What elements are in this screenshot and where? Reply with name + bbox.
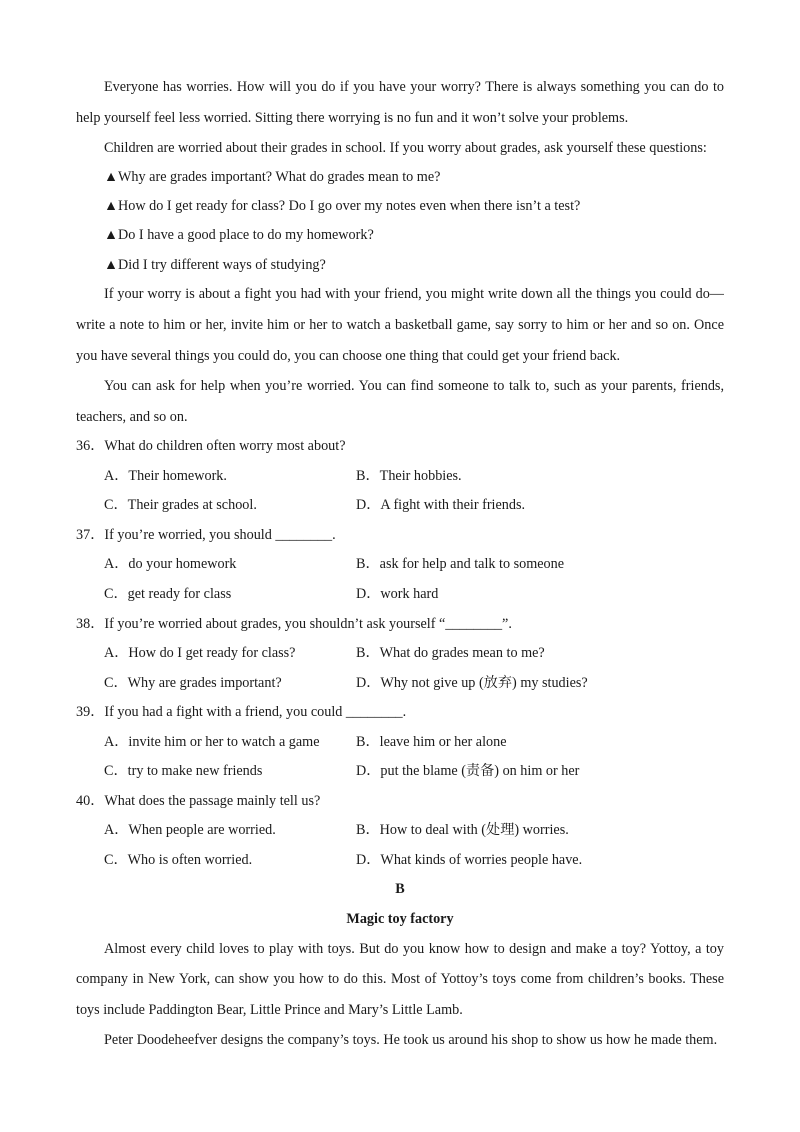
bullet-question-1: ▲Why are grades important? What do grades mean to me?	[104, 169, 441, 185]
passage-b-p1-line2: company in New York, can show you how to do this. Most of Yottoy’s toys come from children’s books. These	[76, 971, 724, 987]
question-37-option-a: A．do your homework	[104, 556, 237, 572]
question-38-option-a: A．How do I get ready for class?	[104, 645, 296, 661]
passage-b-p1-line1: Almost every child loves to play with toys. But do you know how to design and make a toy? Yottoy, a toy	[104, 941, 724, 957]
passage-b-p2: Peter Doodeheefver designs the company’s toys. He took us around his shop to show us how he made them.	[104, 1032, 718, 1048]
passage-a-p3-line3: you have several things you could do, you can choose one thing that could get your friend back.	[76, 348, 621, 364]
question-39-option-b: B．leave him or her alone	[356, 734, 507, 750]
question-38-option-d: D．Why not give up (放弃) my studies?	[356, 675, 588, 691]
passage-a-p1-line1: Everyone has worries. How will you do if you have your worry? There is always something you can do to	[104, 79, 724, 95]
question-37-option-b: B．ask for help and talk to someone	[356, 556, 565, 572]
question-36-option-d: D．A fight with their friends.	[356, 497, 526, 513]
passage-a-p4-line2: teachers, and so on.	[76, 409, 188, 425]
question-38-option-c: C．Why are grades important?	[104, 675, 282, 691]
question-36-option-c: C．Their grades at school.	[104, 497, 257, 513]
question-39-option-a: A．invite him or her to watch a game	[104, 734, 320, 750]
question-40-stem: 40．What does the passage mainly tell us?	[76, 793, 321, 809]
passage-a-p4-line1: You can ask for help when you’re worried. You can find someone to talk to, such as your parents, friends,	[104, 378, 724, 394]
passage-b-p1-line3: toys include Paddington Bear, Little Prince and Mary’s Little Lamb.	[76, 1002, 463, 1018]
passage-a-p2: Children are worried about their grades in school. If you worry about grades, ask yourself these questions:	[104, 140, 707, 156]
question-38-stem: 38．If you’re worried about grades, you shouldn’t ask yourself “________”.	[76, 616, 512, 632]
question-37-stem: 37．If you’re worried, you should ________.	[76, 527, 336, 543]
question-36-option-a: A．Their homework.	[104, 468, 227, 484]
question-40-option-a: A．When people are worried.	[104, 822, 276, 838]
bullet-question-2: ▲How do I get ready for class? Do I go over my notes even when there isn’t a test?	[104, 198, 581, 214]
passage-b-title: Magic toy factory	[346, 911, 454, 927]
bullet-question-3: ▲Do I have a good place to do my homework?	[104, 227, 374, 243]
question-40-option-b: B．How to deal with (处理) worries.	[356, 822, 569, 838]
question-37-option-c: C．get ready for class	[104, 586, 232, 602]
question-36-stem: 36．What do children often worry most about?	[76, 438, 346, 454]
question-38-option-b: B．What do grades mean to me?	[356, 645, 545, 661]
passage-a-p3-line1: If your worry is about a fight you had with your friend, you might write down all the things you could do—	[104, 286, 724, 302]
question-40-option-d: D．What kinds of worries people have.	[356, 852, 583, 868]
question-37-option-d: D．work hard	[356, 586, 439, 602]
question-36-option-b: B．Their hobbies.	[356, 468, 462, 484]
question-39-option-c: C．try to make new friends	[104, 763, 263, 779]
question-39-option-d: D．put the blame (责备) on him or her	[356, 763, 580, 779]
question-39-stem: 39．If you had a fight with a friend, you could ________.	[76, 704, 407, 720]
section-b-heading: B	[395, 881, 405, 897]
question-40-option-c: C．Who is often worried.	[104, 852, 253, 868]
bullet-question-4: ▲Did I try different ways of studying?	[104, 257, 326, 273]
passage-a-p3-line2: write a note to him or her, invite him or her to watch a basketball game, say sorry to him or her and so on. Once	[76, 317, 724, 333]
passage-a-p1-line2: help yourself feel less worried. Sitting there worrying is no fun and it won’t solve your problems.	[76, 110, 629, 126]
